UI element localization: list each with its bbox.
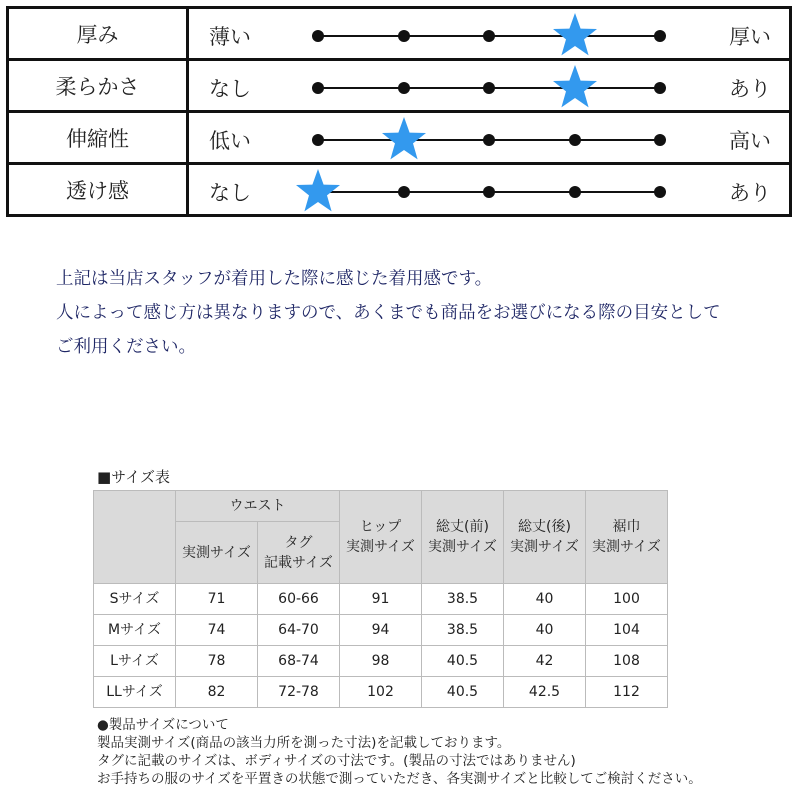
size-cell: 82 — [176, 677, 258, 708]
scale-dot — [569, 134, 581, 146]
size-notes — [97, 716, 702, 788]
scale-dot — [398, 82, 410, 94]
size-cell: 100 — [586, 584, 668, 615]
scale-dot — [483, 30, 495, 42]
scale-high-label: あり — [729, 181, 771, 205]
scale-track — [318, 191, 660, 193]
scale-dot — [654, 134, 666, 146]
size-cell: 104 — [586, 615, 668, 646]
scale-dot — [654, 186, 666, 198]
notes-line: ●製品サイズについて — [97, 717, 229, 733]
notes-line: タグに記載のサイズは、ボディサイズの寸法です。(製品の寸法ではありません) — [97, 753, 576, 769]
size-cell: 72-78 — [258, 677, 340, 708]
size-cell: 108 — [586, 646, 668, 677]
notes-line: 製品実測サイズ(商品の該当力所を測った寸法)を記載しております。 — [97, 735, 511, 751]
header-hem-width: 裾巾 実測サイズ — [586, 491, 668, 584]
scale-dot — [398, 186, 410, 198]
scale-dot — [483, 134, 495, 146]
fit-scale-cell — [188, 112, 791, 164]
header-waist-actual: 実測サイズ — [176, 522, 258, 584]
header-length-front: 総丈(前) 実測サイズ — [422, 491, 504, 584]
header-hip: ヒップ 実測サイズ — [340, 491, 422, 584]
scale-low-label: なし — [209, 77, 251, 101]
scale-dot — [569, 186, 581, 198]
size-row — [94, 677, 668, 708]
scale-dot — [483, 186, 495, 198]
size-table-title: ■サイズ表 — [97, 468, 170, 486]
size-cell: 64-70 — [258, 615, 340, 646]
note-line: 人によって感じ方は異なりますので、あくまでも商品をお選びになる際の目安として — [56, 303, 721, 323]
size-name-cell: Mサイズ — [94, 615, 176, 646]
size-cell: 68-74 — [258, 646, 340, 677]
size-cell: 40 — [504, 615, 586, 646]
star-icon — [551, 63, 599, 111]
size-name-cell: Sサイズ — [94, 584, 176, 615]
fit-label: 厚み — [8, 8, 188, 60]
note-line: 上記は当店スタッフが着用した際に感じた着用感です。 — [56, 269, 493, 289]
scale-dot — [312, 30, 324, 42]
header-waist-tag: タグ 記載サイズ — [258, 522, 340, 584]
size-table — [93, 490, 668, 708]
size-cell: 38.5 — [422, 584, 504, 615]
size-cell: 71 — [176, 584, 258, 615]
size-cell: 40.5 — [422, 677, 504, 708]
size-cell: 60-66 — [258, 584, 340, 615]
header-waist: ウエスト — [176, 491, 340, 522]
notes-line: お手持ちの服のサイズを平置きの状態で測っていただき、各実測サイズと比較してご検討ください。 — [97, 771, 702, 787]
fit-scale-cell — [188, 164, 791, 216]
star-icon — [551, 11, 599, 59]
scale-dot — [654, 82, 666, 94]
scale-high-label: 厚い — [729, 25, 771, 49]
size-cell: 38.5 — [422, 615, 504, 646]
fit-label: 伸縮性 — [8, 112, 188, 164]
fit-row — [8, 60, 791, 112]
scale-dot — [483, 82, 495, 94]
scale-track — [318, 139, 660, 141]
size-cell: 78 — [176, 646, 258, 677]
size-cell: 40 — [504, 584, 586, 615]
fit-label: 柔らかさ — [8, 60, 188, 112]
note-line: ご利用ください。 — [56, 337, 196, 357]
scale-dot — [312, 82, 324, 94]
scale-low-label: 薄い — [209, 25, 251, 49]
scale-low-label: 低い — [209, 129, 251, 153]
size-cell: 74 — [176, 615, 258, 646]
corner-cell — [94, 491, 176, 584]
fit-row — [8, 8, 791, 60]
fit-label: 透け感 — [8, 164, 188, 216]
scale-dot — [654, 30, 666, 42]
size-row — [94, 646, 668, 677]
scale-dot — [312, 134, 324, 146]
size-cell: 102 — [340, 677, 422, 708]
size-cell: 91 — [340, 584, 422, 615]
fit-scale-cell — [188, 60, 791, 112]
size-row — [94, 584, 668, 615]
fit-row — [8, 112, 791, 164]
scale-dot — [398, 30, 410, 42]
scale-low-label: なし — [209, 181, 251, 205]
scale-high-label: あり — [729, 77, 771, 101]
size-cell: 40.5 — [422, 646, 504, 677]
star-icon — [294, 167, 342, 215]
fit-note — [56, 262, 721, 364]
header-length-back: 総丈(後) 実測サイズ — [504, 491, 586, 584]
fit-feel-table — [6, 6, 792, 217]
size-cell: 42.5 — [504, 677, 586, 708]
scale-high-label: 高い — [729, 129, 771, 153]
size-cell: 94 — [340, 615, 422, 646]
size-cell: 98 — [340, 646, 422, 677]
fit-row — [8, 164, 791, 216]
size-cell: 42 — [504, 646, 586, 677]
size-name-cell: LLサイズ — [94, 677, 176, 708]
scale-track — [318, 35, 660, 37]
size-name-cell: Lサイズ — [94, 646, 176, 677]
star-icon — [380, 115, 428, 163]
fit-scale-cell — [188, 8, 791, 60]
size-cell: 112 — [586, 677, 668, 708]
size-row — [94, 615, 668, 646]
scale-track — [318, 87, 660, 89]
